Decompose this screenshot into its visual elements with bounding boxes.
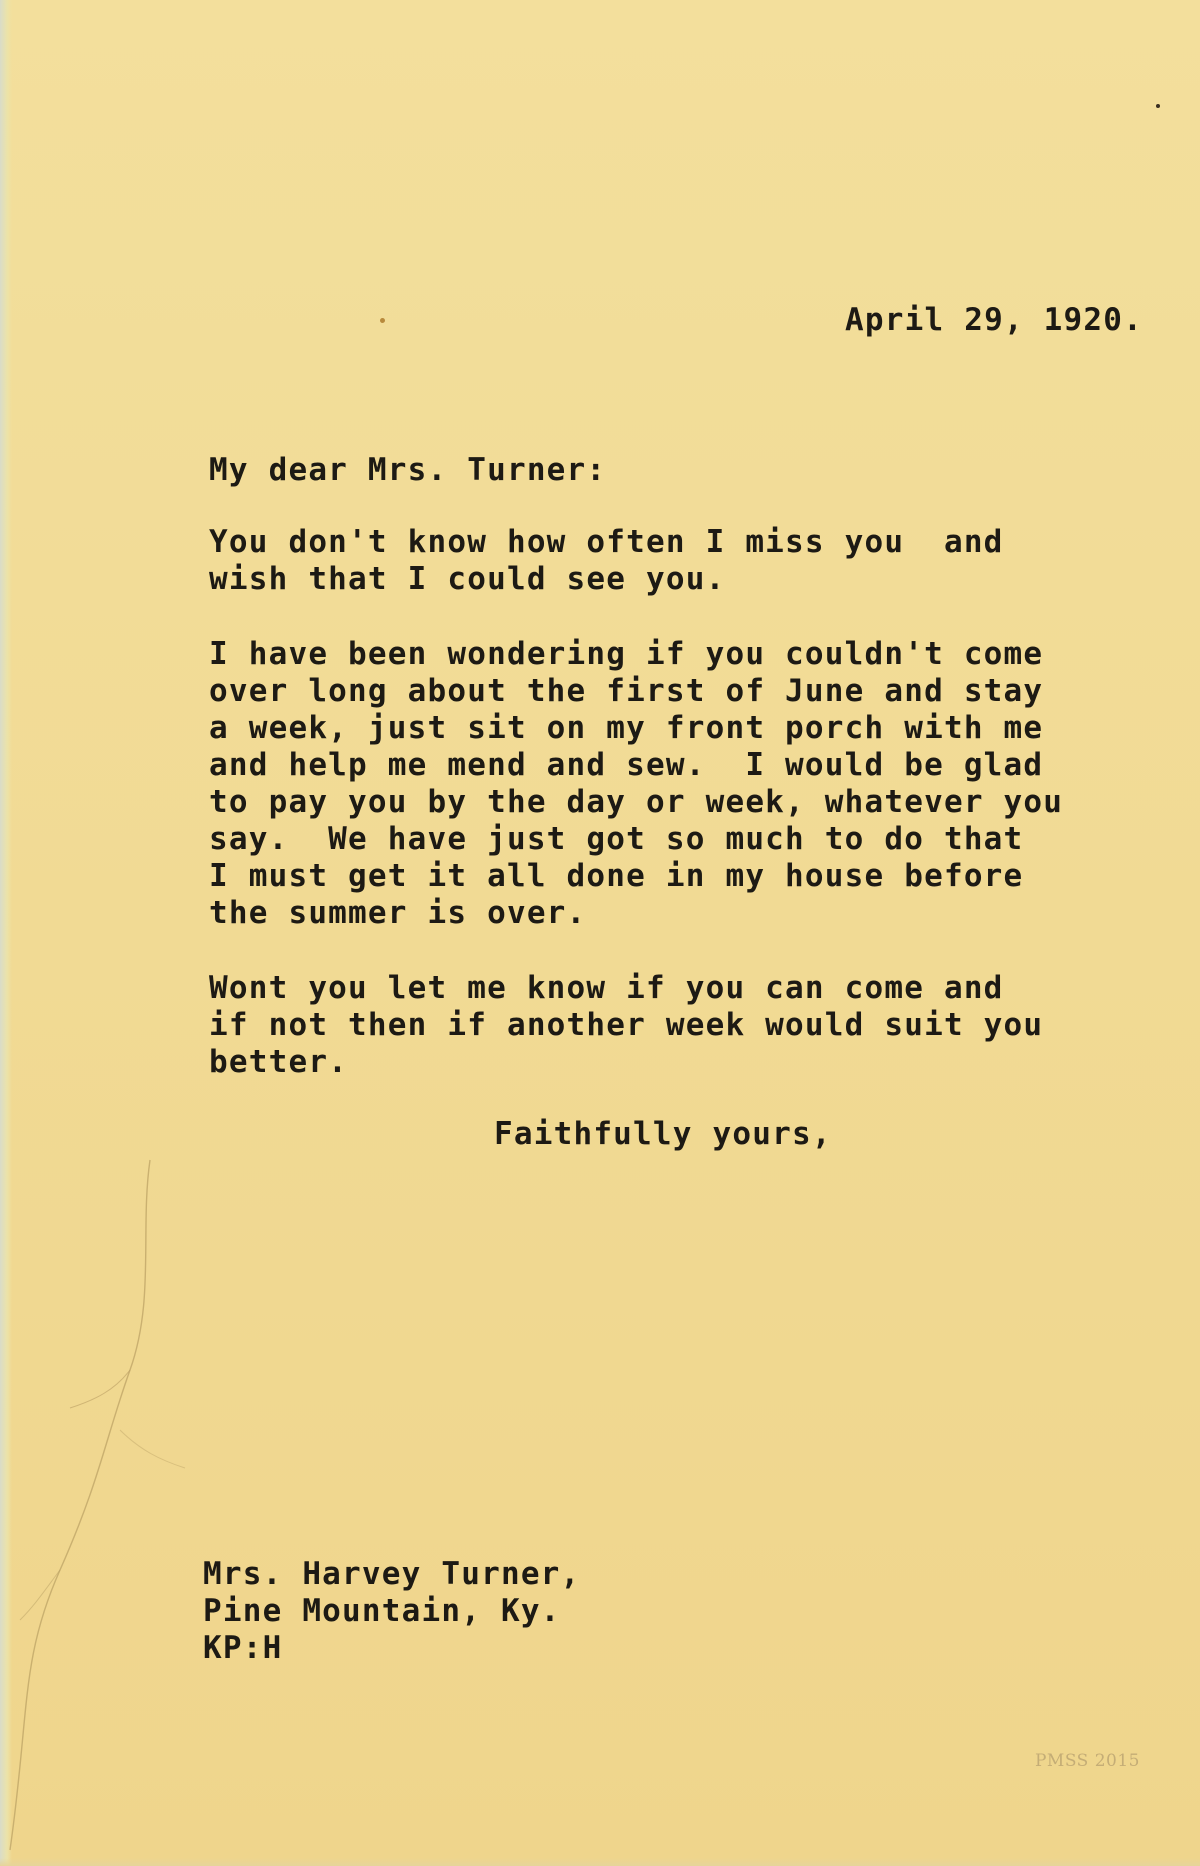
- paragraph-line: Wont you let me know if you can come and: [209, 970, 1004, 1006]
- letter-salutation: My dear Mrs. Turner:: [209, 452, 607, 488]
- paragraph-line: over long about the first of June and stay: [209, 673, 1044, 709]
- recipient-address: [203, 1556, 580, 1667]
- letter-closing: Faithfully yours,: [494, 1116, 832, 1152]
- letter-paragraph: [209, 636, 1063, 932]
- paragraph-line: the summer is over.: [209, 895, 587, 931]
- letter-date: April 29, 1920.: [845, 302, 1143, 338]
- archive-stamp: PMSS 2015: [1034, 1751, 1140, 1771]
- paper-crease-marks: [0, 1150, 220, 1866]
- paragraph-line: I must get it all done in my house before: [209, 858, 1024, 894]
- paragraph-line: wish that I could see you.: [209, 561, 726, 597]
- paragraph-line: You don't know how often I miss you and: [209, 524, 1004, 560]
- reference-initials: KP:H: [203, 1630, 283, 1666]
- recipient-name: Mrs. Harvey Turner,: [203, 1556, 581, 1592]
- paragraph-line: a week, just sit on my front porch with me: [209, 710, 1044, 746]
- paragraph-line: if not then if another week would suit you: [209, 1007, 1044, 1043]
- letter-paragraph: [209, 970, 1043, 1081]
- paragraph-line: and help me mend and sew. I would be glad: [209, 747, 1044, 783]
- recipient-place: Pine Mountain, Ky.: [203, 1593, 561, 1629]
- letter-paragraph: [209, 524, 1004, 598]
- paragraph-line: better.: [209, 1044, 349, 1080]
- paragraph-line: say. We have just got so much to do that: [209, 821, 1024, 857]
- paper-speck: [380, 318, 385, 323]
- paragraph-line: I have been wondering if you couldn't come: [209, 636, 1044, 672]
- paragraph-line: to pay you by the day or week, whatever you: [209, 784, 1064, 820]
- paper-speck: [1156, 104, 1160, 108]
